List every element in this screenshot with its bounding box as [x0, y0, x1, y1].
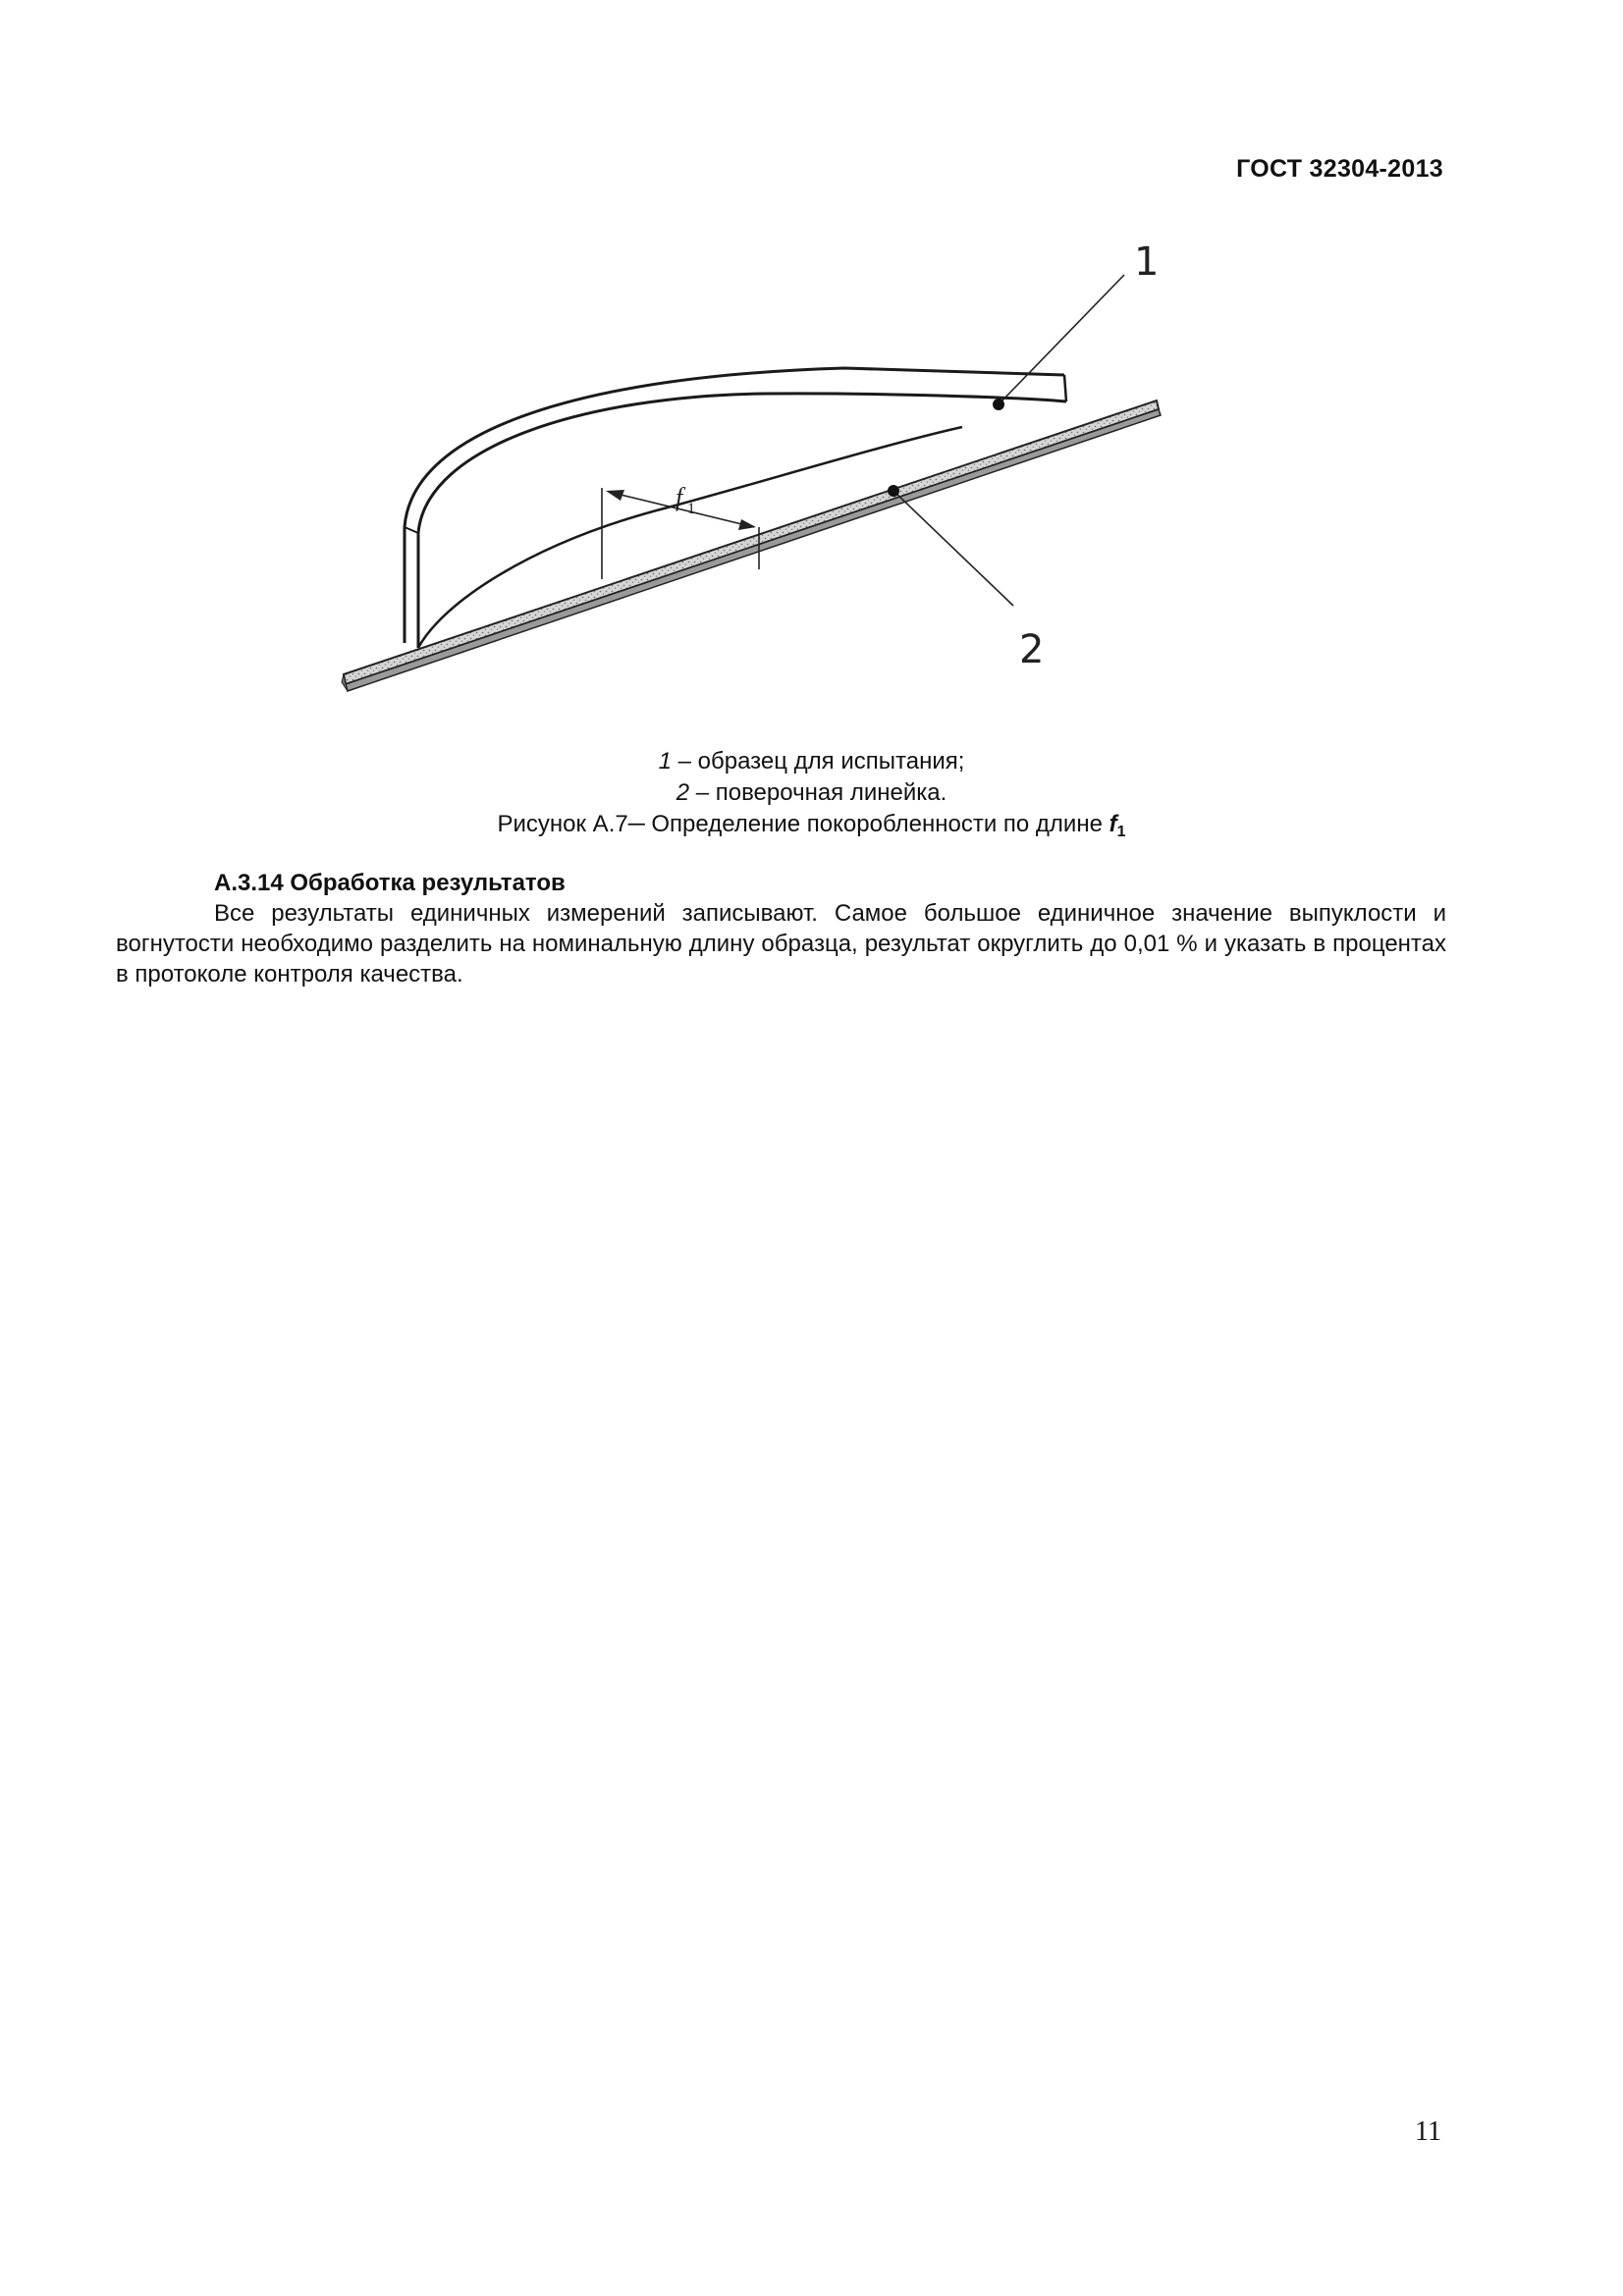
section-heading: А.3.14 Обработка результатов [214, 870, 566, 896]
specimen-shape [405, 368, 1066, 648]
section-a-3-14 [116, 868, 1446, 989]
dimension-symbol: f [676, 483, 683, 511]
figure-caption [0, 746, 1623, 848]
standard-code: ГОСТ 32304-2013 [1236, 155, 1443, 183]
legend-text: – образец для испытания; [671, 748, 965, 774]
callout-label-1: 1 [1134, 240, 1160, 285]
leader-lines [893, 275, 1124, 606]
legend-item-2 [0, 777, 1623, 809]
callout-dot-2 [888, 485, 899, 497]
callout-dot-1 [993, 399, 1004, 410]
figure-title [0, 809, 1623, 848]
dimension-subscript: 1 [687, 501, 695, 517]
figure-title-subscript: 1 [1116, 824, 1126, 840]
section-paragraph: Все результаты единичных измерений записывают. Самое большое единичное значение выпуклости и вогнутости необходимо разделить на номинальную длину образца, результат округлить до 0,01 % и указать в процентах в протоколе контроля качества. [116, 900, 1446, 988]
page-number: 11 [1415, 2116, 1441, 2147]
figure-title-text: Рисунок А.7─ Определение покоробленности по длине [497, 811, 1109, 837]
legend-text: – поверочная линейка. [689, 779, 947, 806]
legend-number: 2 [676, 779, 690, 806]
legend-item-1 [0, 746, 1623, 777]
figure-title-symbol: f [1109, 811, 1117, 837]
figure-warpage [334, 231, 1198, 702]
figure-drawing [334, 231, 1198, 702]
legend-number: 1 [658, 748, 672, 774]
callout-label-2: 2 [1019, 627, 1045, 672]
